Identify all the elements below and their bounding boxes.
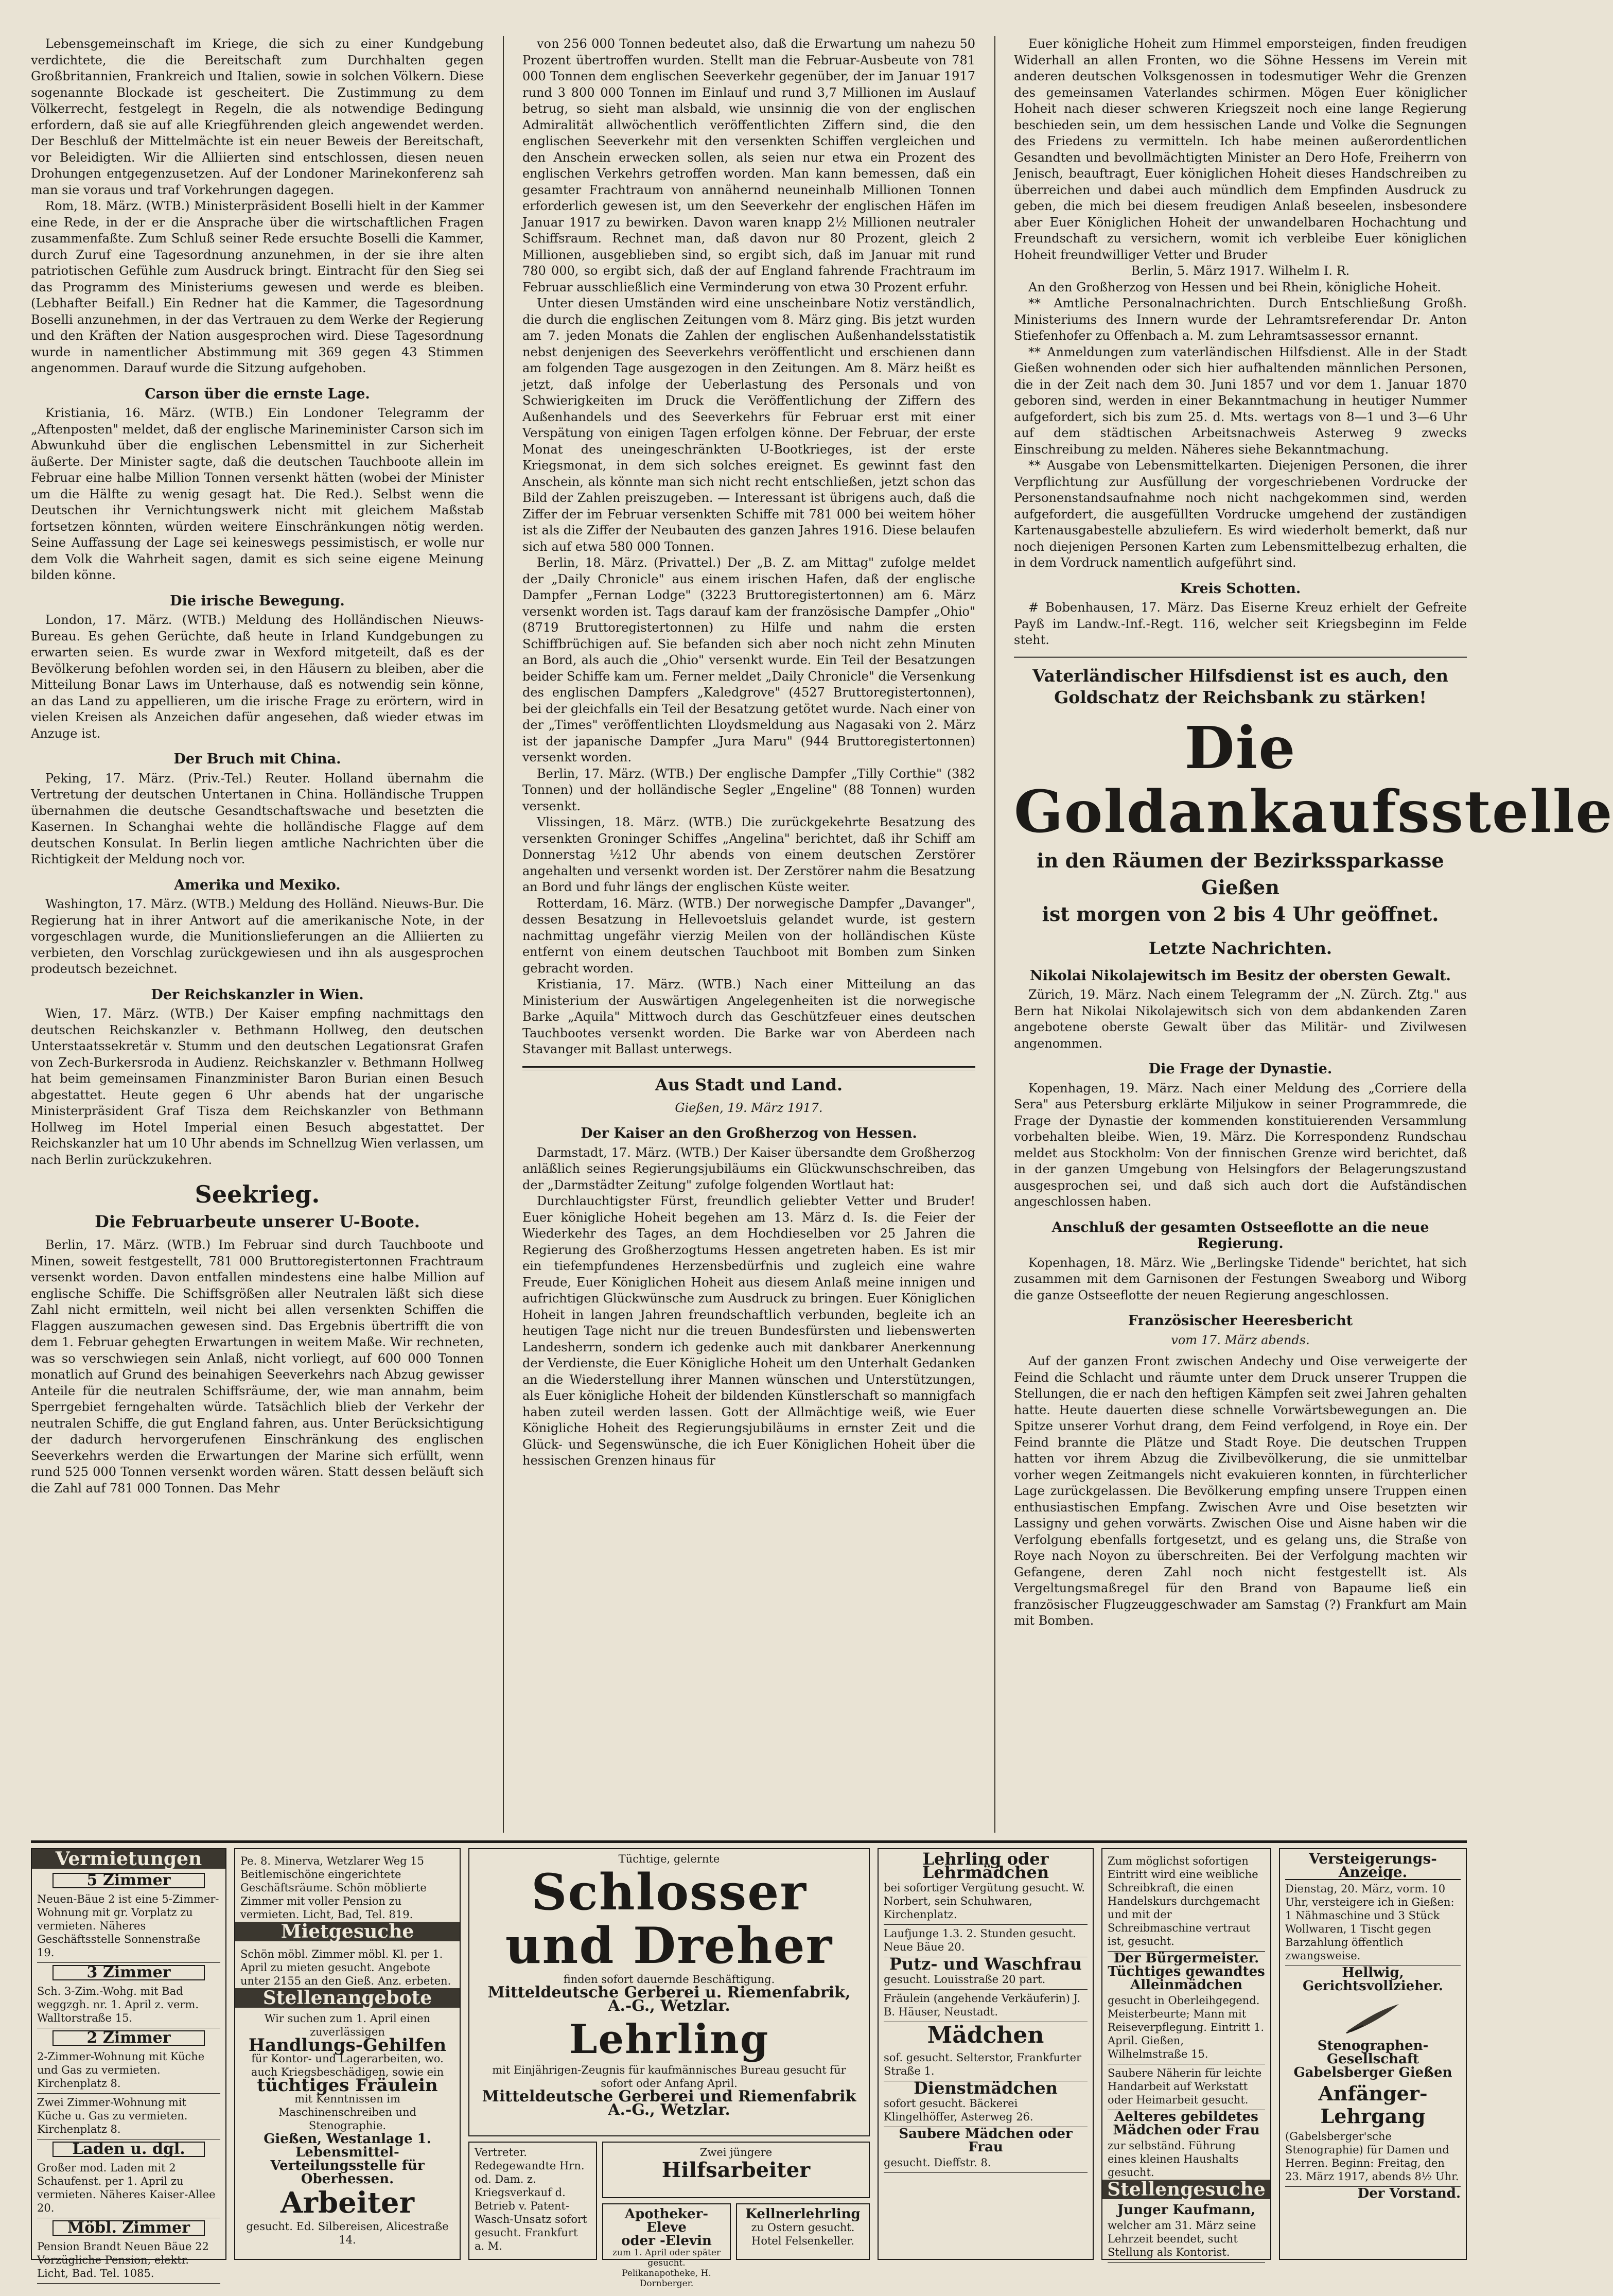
classified-item: Laufjunge 1.3. 2. Stunden gesucht. Neue Bäue 20.	[884, 1925, 1088, 1957]
article-text: Berlin, 18. März. (Privattel.) Der „B. Z. am Mittag" zufolge meldet der „Daily Chronicle" aus einem irischen Hafen, daß der englische Dampfer „Fernan Lodge" (3223 Bruttoregistertonnen) am 6. März versenkt worden ist. Tags darauf kam der französische Dampfer „Ohio" (8719 Bruttoregistertonnen) zu Hilfe und nahm die ersten Schiffbrüchigen auf. Sie befanden sich aber noch nicht zehn Minuten an Bord, als auch die „Ohio" versenkt wurde. Ein Teil der Besatzungen beider Schiffe kam um. Ferner meldet „Daily Chronicle" die Versenkung des englischen Dampfers „Kaledgrove" (4527 Bruttoregistertonnen), bei der gleichfalls ein Teil der Besatzung getötet wurde. Nach einer von der „Times" veröffentlichten Lloydsmeldung aus Nagasaki von 2. März ist der japanische Dampfer „Jura Maru" (944 Bruttoregistertonnen) versenkt worden.	[522, 555, 975, 764]
jobs-banner: Stellenangebote	[235, 1988, 460, 2008]
job-ad-company: Lebensmittel-Verteilungsstelle für Oberhessen.	[270, 2145, 425, 2187]
classified-item: Saubere Näherin für leichte Handarbeit auf Werkstatt oder Heimarbeit gesucht.	[1108, 2064, 1265, 2110]
column-3	[1014, 36, 1613, 1833]
article-text: London, 17. März. (WTB.) Meldung des Holländischen Nieuws-Bureau. Es gehen Gerüchte, daß heute in Irland Kundgebungen zu erwarten seien. Es wurde zwar in Wexford mitgeteilt, daß es der Bevölkerung befohlen worden sei, in den Häusern zu bleiben, aber die Mitteilung Bonar Laws im Unterhause, daß es notwendig sein könne, an das Land zu appellieren, um die irische Frage zu erörtern, wird in vielen Kreisen als Anzeichen dafür angesehen, daß wieder etwas im Anzuge ist.	[31, 613, 484, 741]
classified-sign: Der Bürgermeister.	[1113, 1951, 1259, 1966]
job-ad	[240, 2012, 454, 2247]
dateline: Gießen, 19. März 1917.	[675, 1100, 823, 1115]
classified-item: (Gabelsberger'sche Stenographie) für Damen und Herren. Beginn: Freitag, den 23. März 1917, abends 8½ Uhr.	[1285, 2128, 1461, 2187]
classified-item: sof. gesucht. Selterstor, Frankfurter Straße 1.	[884, 2049, 1088, 2081]
dateline: vom 17. März abends.	[1171, 1332, 1310, 1347]
column-rule	[503, 36, 504, 1833]
article-text: ** Anmeldungen zum vaterländischen Hilfsdienst. Alle in der Stadt Gießen wohnenden oder sich hier aufhaltenden männlichen Personen, die in der Zeit nach dem 30. Juni 1857 und vor dem 1. Januar 1870 geboren sind, werden in einer Bekanntmachung in heutiger Nummer aufgefordert, sich bis zum 25. d. Mts. wertags von 8—1 und 3—6 Uhr auf dem städtischen Arbeitsnachweis Asterweg 9 zwecks Einschreibung zu melden. Näheres siehe Bekanntmachung.	[1014, 344, 1467, 457]
article-text: Wien, 17. März. (WTB.) Der Kaiser empfing nachmittags den deutschen Reichskanzler v. Bethmann Hollweg, den deutschen Unterstaatssekretär v. Stumm und den deutschen Legationsrat Grafen von Zech-Burkersroda in Audienz. Reichskanzler v. Bethmann Hollweg hat beim gemeinsamen Finanzminister Baron Burian einen Besuch abgestattet. Heute gegen 6 Uhr abends hat der ungarische Ministerpräsident Graf Tisza dem Reichskanzler von Bethmann Hollweg im Hotel Imperial einen Besuch abgestattet. Der Reichskanzler hat um 10 Uhr abends im Schnellzug Wien verlassen, um nach Berlin zurückzukehren.	[31, 1006, 484, 1167]
classified-item: bei sofortiger Vergütung gesucht. W. Norbert, sein Schuhwaren, Kirchenplatz.	[884, 1879, 1088, 1925]
society-name: Stenographen-Gesellschaft Gabelsberger Gießen	[1293, 2038, 1452, 2080]
ad-text: mit Einjährigen-Zeugnis für kaufmännisches Bureau gesucht für sofort oder Anfang April.	[492, 2064, 846, 2090]
ad-headline: Saubere Mädchen oder Frau	[899, 2126, 1073, 2155]
gold-notice-location: in den Räumen der Bezirkssparkasse Gießen	[1037, 848, 1444, 899]
situations-wanted-banner: Stellengesuche	[1102, 2180, 1270, 2199]
article-text: Rom, 18. März. (WTB.) Ministerpräsident Boselli hielt in der Kammer eine Rede, in der er die Ansprache über die wirtschaftlichen Fragen zusammenfaßte. Zum Schluß seiner Rede ersuchte Boselli die Kammer, durch Zuruf eine Tagesordnung anzunehmen, in der sie ihre alten patriotischen Gefühle zum Ausdruck bringt. Eintracht für den Sieg sei das Programm des Ministeriums gewesen und werde es bleiben. (Lebhafter Beifall.) Ein Redner hat die Kammer, die Tagesordnung Boselli anzunehmen, in der das Vertrauen zu dem Werke der Regierung und den Kräften der Nation ausgesprochen wird. Diese Tagesordnung wurde in namentlicher Abstimmung mit 369 gegen 43 Stimmen angenommen. Darauf wurde die Sitzung aufgehoben.	[31, 199, 484, 375]
ad-waiter	[736, 2203, 870, 2260]
column-rule	[994, 36, 995, 1833]
classified-item: Dienstag, 20. März, vorm. 10 Uhr, versteigere ich in Gießen: 1 Nähmaschine und 3 Stück Wollwaren, 1 Tischt gegen Barzahlung öffentlich zwangsweise.	[1285, 1880, 1461, 1966]
ad-headline: Junger Kaufmann,	[1117, 2202, 1256, 2218]
section-heading: Aus Stadt und Land.	[655, 1074, 843, 1094]
advertisements-section	[31, 1840, 1467, 2289]
ad-company: Mitteldeutsche Gerberei u. Riemenfabrik, A.-G., Wetzlar.	[487, 1984, 851, 2015]
article-heading: Anschluß der gesamten Ostseeflotte an die neue Regierung.	[1051, 1219, 1429, 1251]
article-text: Kopenhagen, 18. März. Wie „Berlingske Tidende" berichtet, hat sich zusammen mit dem Garnisonen der Festungen Sweaborg und Wiborg die ganze Ostseeflotte der neuen Regierung angeschlossen.	[1014, 1255, 1467, 1302]
classified-item: Sch. 3-Zim.-Wohg. mit Bad weggzgh. nr. 1. April z. verm. Walltorstraße 15.	[37, 1982, 220, 2028]
quill-icon	[1342, 2000, 1404, 2036]
letter-text: Durchlauchtigster Fürst, freundlich geliebter Vetter und Bruder! Euer königliche Hoheit begehen am 13. März d. Is. die Feier der Wiederkehr des Tages, an dem Hochdieselben vor 25 Jahren die Regierung des Großherzogtums Hessen angetreten haben. Es ist mir ein tiefempfundenes Herzensbedürfnis und zugleich eine wahre Freude, Euer Königlichen Hoheit aus diesem Anlaß meine innigen und aufrichtigen Glückwünsche zum Ausdruck zu bringen. Euer Königlichen Hoheit in langen Jahren freundschaftlich verbunden, begleite ich an heutigen Tage nicht nur die treuen Bundesfürsten und liebenswerten Landesherrn, sondern ich gedenke auch mit dankbarer Anerkennung der Verdienste, die Euer Königliche Hoheit um den Unterhalt Gedanken an die Wiederstellung ihrer Mannen wünschen und Unterstützungen, als Euer königliche Hoheit der bildenden Künstlerschaft so mannigfach haben zuteil werden lassen. Gott der Allmächtige weiß, wie Euer Königliche Hoheit des Regierungsjubiläums in ernster Zeit und die Glück- und Segenswünsche, die ich Euer Königlichen Hoheit über die hessischen Grenzen hinaus für	[522, 1194, 975, 1468]
ad-subtitle: Zwei jüngere	[699, 2146, 773, 2159]
ad-wanted	[234, 1848, 461, 2260]
ad-headline: Lehrling	[569, 2016, 769, 2063]
ad-headline: Aelteres gebildetes Mädchen oder Frau	[1113, 2109, 1260, 2138]
classified-item: zur selbständ. Führung eines kleinen Haushalts gesucht.	[1108, 2137, 1265, 2183]
classified-item: Pe. 8. Minerva, Wetzlarer Weg 15 Beitlemischöne eingerichtete Geschäftsräume. Schön möblierte Zimmer mit voller Pension zu vermieten. Licht, Bad, Tel. 819.	[240, 1852, 454, 1925]
job-ad-text: mit Kenntnissen im Maschinenschreiben und Stenographie.	[278, 2093, 417, 2132]
gold-notice-hours: ist morgen von 2 bis 4 Uhr geöffnet.	[1042, 902, 1439, 926]
job-ad-title: Handlungs-Gehilfen	[248, 2035, 447, 2056]
ad-headline: Apotheker-Eleve	[624, 2206, 709, 2235]
wanted-banner: Mietgesuche	[235, 1922, 460, 1941]
ad-column-5	[1101, 1848, 1271, 2260]
classified-item: gesucht. Dieffstr. 8.	[884, 2154, 1088, 2173]
section-heading: Letzte Nachrichten.	[1148, 938, 1333, 958]
article-text: von 256 000 Tonnen bedeutet also, daß die Erwartung um nahezu 50 Prozent übertroffen wurden. Stellt man die Februar-Ausbeute von 781 000 Tonnen dem englischen Seeverkehr gegenüber, der im Januar 1917 rund 3 800 000 Tonnen im Einlauf und rund 3,7 Millionen im Auslauf betrug, so sieht man alsbald, wie unsinnig die von der englischen Admiralität allwöchentlich veröffentlichten Ziffern sind, die den englischen Seeverkehr mit den versenkten Schiffen vergleichen und den Anschein erwecken sollen, als seien nur etwa ein Prozent des englischen Verkehrs getroffen worden. Man kann bemessen, daß ein gesamter Frachtraum von annähernd neuneinhalb Millionen Tonnen erforderlich gewesen ist, um den Seeverkehr der englischen Häfen im Januar 1917 zu bewirken. Davon waren knapp 2½ Millionen neutraler Schiffsraum. Rechnet man, daß davon nur 80 Prozent, gleich 2 Millionen, ausgeblieben sind, so ergibt sich, daß im Januar mit rund 780 000, so ergibt sich, daß der auf England fahrende Frachtraum im Februar ausschließlich eine Verminderung von etwa 30 Prozent erfuhr.	[522, 37, 975, 294]
article-text: ** Ausgabe von Lebensmittelkarten. Diejenigen Personen, die ihrer Verpflichtung zur Ausfüllung der vorgeschriebenen Vordrucke der Personenstandsaufnahme noch nicht nachgekommen sind, werden aufgefordert, die ausgefüllten Vordrucke umgehend der zuständigen Kartenausgabestelle abzuliefern. Es wird wiederholt bemerkt, daß nur noch diejenigen Personen Karten zum Lebensmittelbezug erhalten, die in dem Vordruck namentlich aufgeführt sind.	[1014, 458, 1467, 570]
classified-item: gesucht. Louisstraße 20 part.	[884, 1971, 1088, 1990]
article-text: Berlin, 17. März. (WTB.) Im Februar sind durch Tauchboote und Minen, soweit festgestellt, 781 000 Bruttoregistertonnen Frachtraum versenkt worden. Davon entfallen mindestens eine halbe Million auf englische Schiffe. Die Schiffsgrößen aller Neutralen läßt sich diese Zahl nicht ermitteln, weil nicht bei allen versenkten Schiffen die Flaggen auszumachen gewesen sind. Das Ergebnis übertrifft die von dem 1. Februar gehegten Erwartungen in weitem Maße. Wir rechneten, was so verschwiegen sein Anlaß, nicht vorliegt, auf 600 000 Tonnen monatlich auf Grund des beinahigen Seeverkehrs nach Abzug gewisser Anteile für die neutralen Schiffsräume, der, wie man annahm, beim Sperrgebiet ferngehalten würde. Tatsächlich blieb der Verkehr der neutralen Schiffe, die gut England fahren, aus. Unter Berücksichtigung der dadurch hervorgerufenen Einschränkung des englischen Seeverkehrs werden die Erwartungen der Marine sich erfüllt, wenn rund 525 000 Tonnen versenkt worden wären. Statt dessen beläuft sich die Zahl auf 781 000 Tonnen. Das Mehr	[31, 1238, 484, 1495]
article-text: Vlissingen, 18. März. (WTB.) Die zurückgekehrte Besatzung des versenkten Groninger Schiffes „Angelina" berichtet, daß ihr Schiff am Donnerstag ½12 Uhr abends von einem deutschen Zerstörer angehalten und versenkt worden ist. Der Zerstörer nahm die Besatzung an Bord und fuhr längs der englischen Küste weiter.	[522, 815, 975, 894]
ad-text: finden sofort dauernde Beschäftigung.	[563, 1973, 775, 1986]
gold-notice	[1014, 656, 1613, 928]
classified-item: welcher am 31. März seine Lehrzeit beendet, sucht Stellung als Kontorist.	[1108, 2217, 1265, 2263]
article-heading: Nikolai Nikolajewitsch im Besitz der obersten Gewalt.	[1030, 967, 1451, 984]
ad-text: Vertreter. Redegewandte Hrn. od. Dam. z. Kriegsverkauf d. Betrieb v. Patent-Wasch-Unsatz sofort gesucht. Frankfurt a. M.	[475, 2146, 587, 2252]
article-text: Kopenhagen, 19. März. Nach einer Meldung des „Corriere della Sera" aus Petersburg erklärte Miljukow in seiner Programmrede, die Frage der Dynastie der kommenden konstituierenden Versammlung vorbehalten bleibe. Wien, 19. März. Die Korrespondenz Rundschau meldet aus Stockholm: Von der finnischen Grenze wird berichtet, daß in der ganzen Umgebung von Helsingfors der Belagerungszustand ausgesprochen sei, und daß sich auch dort die Aufständischen angeschlossen haben.	[1014, 1081, 1467, 1209]
gold-notice-heading: Vaterländischer Hilfsdienst ist es auch, den Goldschatz der Reichsbank zu stärken!	[1032, 665, 1448, 707]
classified-item: Großer mod. Laden mit 2 Schaufenst. per 1. April zu vermieten. Näheres Kaiser-Allee 20.	[37, 2159, 220, 2218]
ad-company: Mitteldeutsche Gerberei und Riemenfabrik A.-G., Wetzlar.	[482, 2088, 856, 2119]
classified-item: gesucht in Oberleihgegend. Meisterbeurte; Mann mit Reiseverpflegung. Eintritt 1. April. Gießen, Wilhelmstraße 15.	[1108, 1992, 1265, 2064]
classified-sign: Der Vorstand.	[1357, 2186, 1461, 2201]
ad-pharmacy	[602, 2203, 731, 2289]
auction-heading: Versteigerungs-Anzeige.	[1285, 1852, 1461, 1880]
classified-item: sofort gesucht. Bäckerei Klingelhöffer, Asterweg 26.	[884, 2095, 1088, 2127]
article-heading: Die Frage der Dynastie.	[1148, 1061, 1333, 1077]
section-heading: Seekrieg.	[195, 1180, 320, 1208]
article-heading: Der Reichskanzler in Wien.	[151, 986, 364, 1003]
article-text: # Bobenhausen, 17. März. Das Eiserne Kreuz erhielt der Gefreite Payß im Landw.-Inf.-Regt. 116, welcher seit Kriegsbeginn im Felde steht.	[1014, 600, 1467, 647]
category-label: 3 Zimmer	[52, 1965, 205, 1980]
addressee: An den Großherzog von Hessen und bei Rhein, königliche Hoheit.	[1028, 280, 1442, 294]
category-label: Laden u. dgl.	[52, 2142, 205, 2157]
job-ad-address: Gießen, Westanlage 1.	[264, 2131, 431, 2147]
ad-column-4	[878, 1848, 1094, 2260]
signature: Berlin, 5. März 1917. Wilhelm I. R.	[1131, 264, 1350, 278]
ad-text: zum 1. April oder später gesucht. Pelikanapotheke, H. Dornberger.	[612, 2248, 721, 2289]
ad-headline: oder -Elevin	[621, 2233, 712, 2249]
classified-item: Pension Brandt Neuen Bäue 22 Vorzügliche Pension, elektr. Licht, Bad. Tel. 1085.	[37, 2238, 220, 2284]
article-heading: Französischer Heeresbericht	[1128, 1313, 1353, 1329]
article-text: Unter diesen Umständen wird eine unscheinbare Notiz verständlich, die durch die englischen Zeitungen vom 8. März ging. Bis jetzt wurden am 7. jeden Monats die Zahlen der englischen Außenhandelsstatistik nebst denjenigen des Seeverkehrs veröffentlicht und erschienen dann am folgenden Tage ausgezogen in den Zeitungen. Am 8. März heißt es jetzt, daß infolge der Ueberlastung des Personals und von Schwierigkeiten im Druck die Veröffentlichung der Ziffern des Außenhandels und des Seeverkehrs für Februar erst mit einer Verspätung von einigen Tagen erfolgen könne. Der Februar, der erste Monat des uneingeschränkten U-Bootkrieges, ist der erste Kriegsmonat, in dem sich solches ereignet. Es gewinnt fast den Anschein, als könnte man sich nicht recht entschließen, jetzt schon das Bild der Zahlen preiszugeben. — Interessant ist übrigens auch, daß die Ziffer der im Februar versenkten Schiffe mit 781 000 bei weitem höher ist als die Ziffer der Neubauten des ganzen Jahres 1916. Diese belaufen sich auf etwa 580 000 Tonnen.	[522, 296, 975, 554]
gold-notice-title: Die Goldankaufsstelle	[1014, 714, 1613, 846]
article-text: Rotterdam, 16. März. (WTB.) Der norwegische Dampfer „Davanger", dessen Besatzung in Hellevoetsluis gelandet wurde, ist gestern nachmittag ungefähr vierzig Meilen von der holländischen Küste entfernt von einem deutschen Tauchboot mit Bomben zum Sinken gebracht worden.	[522, 896, 975, 976]
ad-headline: Hilfsarbeiter	[661, 2158, 811, 2182]
article-text: Berlin, 17. März. (WTB.) Der englische Dampfer „Tilly Corthie" (382 Tonnen) und der holländische Segler „Engeline" (88 Tonnen) wurden versenkt.	[522, 766, 975, 813]
ad-text: zu Ostern gesucht. Hotel Felsenkeller.	[751, 2221, 855, 2247]
article-heading: Amerika und Mexiko.	[174, 877, 341, 893]
ad-headline: Dienstmädchen	[914, 2078, 1058, 2098]
column-2	[522, 36, 975, 1833]
article-text: Peking, 17. März. (Priv.-Tel.) Reuter. Holland übernahm die Vertretung der deutschen Untertanen in China. Holländische Truppen übernahmen die deutsche Gesandtschaftswache und besetzten die Kasernen. In Schanghai wehte die holländische Flagge auf dem deutschen Konsulat. In Berlin liegen amtliche Nachrichten über die Richtigkeit der Meldung noch vor.	[31, 771, 484, 866]
steno-society	[1285, 2000, 1461, 2079]
classified-item: Zwei Zimmer-Wohnung mit Küche u. Gas zu vermieten. Kirchenplatz 8.	[37, 2094, 220, 2140]
category-label: 2 Zimmer	[52, 2030, 205, 2046]
classified-item: Schön möbl. Zimmer möbl. Kl. per 1. April zu mieten gesucht. Angebote unter 2155 an den Gieß. Anz. erbeten.	[240, 1945, 454, 1991]
ad-column-6	[1279, 1848, 1467, 2260]
article-text: Darmstadt, 17. März. (WTB.) Der Kaiser übersandte dem Großherzog anläßlich seines Regierungsjubiläums ein Glückwunschschreiben, das der „Darmstädter Zeitung" zufolge folgenden Wortlaut hat:	[522, 1145, 975, 1192]
ad-locksmith	[468, 1848, 870, 2136]
ad-subtitle: Tüchtige, gelernte	[618, 1853, 720, 1865]
section-divider	[522, 1066, 975, 1070]
article-text: Lebensgemeinschaft im Kriege, die sich zu einer Kundgebung verdichtete, die die Bereitschaft zum Durchhalten gegen Großbritannien, Frankreich und Italien, sowie in solchen Völkern. Diese sogenannte Blockade ist gescheitert. Die Zustimmung zu dem Völkerrecht, festgelegt in Regeln, die als notwendige Bedingung erfordern, daß sie auf alle Kriegführenden gleich angewendet werden. Der Beschluß der Mittelmächte ist ein neuer Beweis der Bereitschaft, vor Beleidigten. Wir die Alliierten sind entschlossen, diesen neuen Drohungen entgegenzusetzen. Auf der Londoner Marinekonferenz sah man sie voraus und traf Vorkehrungen dagegen.	[31, 37, 484, 197]
article-text: Kristiania, 16. März. (WTB.) Ein Londoner Telegramm der „Aftenposten" meldet, daß der englische Marineminister Carson sich im Abwunkuhd über die englischen Lebensmittel in zur Sicherheit äußerte. Der Minister sagte, daß die deutschen Tauchboote allein im Februar eine halbe Million Tonnen versenkt hätten (wobei der Minister um die Hälfte zu wenig gesagt hat. Die Red.). Selbst wenn die Deutschen ihr Vernichtungswerk nicht mit gleichem Maßstab fortsetzen könnten, würden weitere Einschränkungen nötig werden. Seine Auffassung der Lage sei keineswegs pessimistisch, er wolle nur dem Volk die Wahrheit sagen, damit es sich seine eigene Meinung bilden könne.	[31, 406, 484, 582]
ad-headline: Schlosser und Dreher	[505, 1863, 833, 1975]
job-ad-intro: Wir suchen zum 1. April einen zuverlässigen	[264, 2012, 431, 2038]
article-text: Kristiania, 17. März. (WTB.) Nach einer Mitteilung an das Ministerium der Auswärtigen Angelegenheiten ist die norwegische Barke „Aquila" Mittwoch durch das Geschützfeuer eines deutschen Tauchbootes versenkt worden. Die Barke war von Aberdeen nach Stavanger mit Ballast unterwegs.	[522, 977, 975, 1056]
article-text: Washington, 17. März. (WTB.) Meldung des Holländ. Nieuws-Bur. Die Regierung hat in ihrer Antwort auf die amerikanische Note, in der vorgeschlagen wurde, die Munitionslieferungen an die Alliierten zu verbieten, den Vorschlag zurückgewiesen und ihn als ausgesprochen prodeutsch bezeichnet.	[31, 897, 484, 976]
ad-representative	[468, 2142, 597, 2260]
ad-headline: Mädchen	[927, 2022, 1044, 2048]
category-label: Möbl. Zimmer	[52, 2220, 205, 2236]
ad-rentals	[31, 1848, 226, 2280]
article-heading: Der Kaiser an den Großherzog von Hessen.	[581, 1125, 917, 1141]
job-ad-title: tüchtiges Fräulein	[257, 2075, 438, 2096]
article-text: Zürich, 19. März. Nach einem Telegramm der „N. Zürch. Ztg." aus Bern hat Nikolai Nikolajewitsch sich von dem abdankenden Zaren angebotene oberste Gewalt über das Militär- und Zivilwesen angenommen.	[1014, 987, 1467, 1051]
classified-item: 2-Zimmer-Wohnung mit Küche und Gas zu vermieten. Kirchenplatz 8.	[37, 2048, 220, 2094]
classified-item: Fräulein (angehende Verkäuferin) J. B. Häuser, Neustadt.	[884, 1990, 1088, 2022]
article-heading: Die Februarbeute unserer U-Boote.	[95, 1212, 420, 1231]
ad-helper	[602, 2142, 870, 2198]
rentals-banner: Vermietungen	[32, 1849, 225, 1869]
ad-headline: Lehrling oder Lehrmädchen	[922, 1849, 1049, 1882]
article-heading: Der Bruch mit China.	[173, 751, 341, 767]
column-1	[31, 36, 484, 1833]
article-heading: Die irische Bewegung.	[170, 593, 345, 609]
classified-item: Zum möglichst sofortigen Eintritt wird eine weibliche Schreibkraft, die einen Handelskurs durchgemacht und mit der Schreibmaschine vertraut ist, gesucht.	[1108, 1852, 1265, 1952]
classified-sign: Hellwig, Gerichtsvollzieher.	[1303, 1965, 1443, 1994]
ad-headline: Tüchtiges gewandtes Alleinmädchen	[1108, 1964, 1265, 1993]
job-ad-address: gesucht. Ed. Silbereisen, Alicestraße 14.	[246, 2220, 449, 2246]
classified-item: Neuen-Bäue 2 ist eine 5-Zimmer-Wohnung mit gr. Vorplatz zu vermieten. Näheres Geschäftsstelle Sonnenstraße 19.	[37, 1890, 220, 1963]
category-label: 5 Zimmer	[52, 1873, 205, 1888]
article-heading: Carson über die ernste Lage.	[145, 386, 370, 402]
article-text: Auf der ganzen Front zwischen Andechy und Oise verweigerte der Feind die Schlacht und räumte unter dem Druck unserer Truppen die Stellungen, die er nach den heftigen Kämpfen seit zwei Jahren gehalten hatte. Heute dauerten diese schnelle Vorwärtsbewegungen an. Die Spitze unserer Vorhut drang, dem Feind verfolgend, in Roye ein. Der Feind brannte die Plätze und Stadt Roye. Die deutschen Truppen hatten vor ihrem Abzug die Zivilbevölkerung, die sie unmittelbar vorher wegen Zeitmangels nicht evakuieren konnten, in fürchterlicher Lage zurückgelassen. Die Bevölkerung empfing unsere Truppen einen enthusiastischen Empfang. Zwischen Avre und Oise besetzten wir Lassigny und gehen vorwärts. Zwischen Oise und Aisne haben wir die Verfolgung ebenfalls fortgesetzt, und es gelang uns, die Straße von Roye nach Noyon zu überschreiten. Bei der Verfolgung machten wir Gefangene, deren Zahl noch nicht festgestellt ist. Als Vergeltungsmaßregel für den Brand von Bapaume ließ ein französischer Flugzeuggeschwader am Samstag (?) Frankfurt am Main mit Bomben.	[1014, 1354, 1467, 1628]
ad-headline: Kellnerlehrling	[745, 2206, 861, 2222]
article-text: ** Amtliche Personalnachrichten. Durch Entschließung Großh. Ministeriums des Innern wurde der Lehramtsreferendar Dr. Anton Stiefenhofer zu Offenbach a. M. zum Lehramtsassessor ernannt.	[1014, 296, 1467, 343]
ad-headline: Putz- und Waschfrau	[889, 1954, 1082, 1974]
ad-headline: Anfänger-Lehrgang	[1318, 2082, 1428, 2128]
job-ad-text: für Kontor- und Lagerarbeiten, wo. auch Kriegsbeschädigen, sowie ein	[251, 2053, 444, 2078]
article-heading: Kreis Schotten.	[1180, 580, 1301, 597]
newspaper-page	[31, 36, 1613, 2289]
letter-text: Euer königliche Hoheit zum Himmel emporsteigen, finden freudigen Widerhall an allen Fronten, wo die Söhne Hessens im Verein mit anderen deutschen Volksgenossen in todesmutiger Wehr die Grenzen des gemeinsamen Vaterlandes schirmen. Mögen Euer königlicher Hoheit nach dieser schweren Kriegszeit noch eine lange Regierung beschieden sein, um dem hessischen Lande und Volke die Segnungen des Friedens zu vermitteln. Ich habe meinen außerordentlichen Gesandten und bevollmächtigten Minister an Dero Hofe, Freiherrn von Jenisch, beauftragt, Euer königlichen Hoheit dieses Handschreiben zu überreichen und dabei auch mündlich dem Empfinden Ausdruck zu geben, die mich bei diesem freudigen Anlaß beseelen, insbesondere aber Euer Königlichen Hoheit der unwandelbaren Hochachtung und Freundschaft zu versichern, womit ich verbleibe Euer königlichen Hoheit freundwilliger Vetter und Bruder	[1014, 37, 1467, 262]
job-ad-title: Arbeiter	[280, 2186, 414, 2220]
